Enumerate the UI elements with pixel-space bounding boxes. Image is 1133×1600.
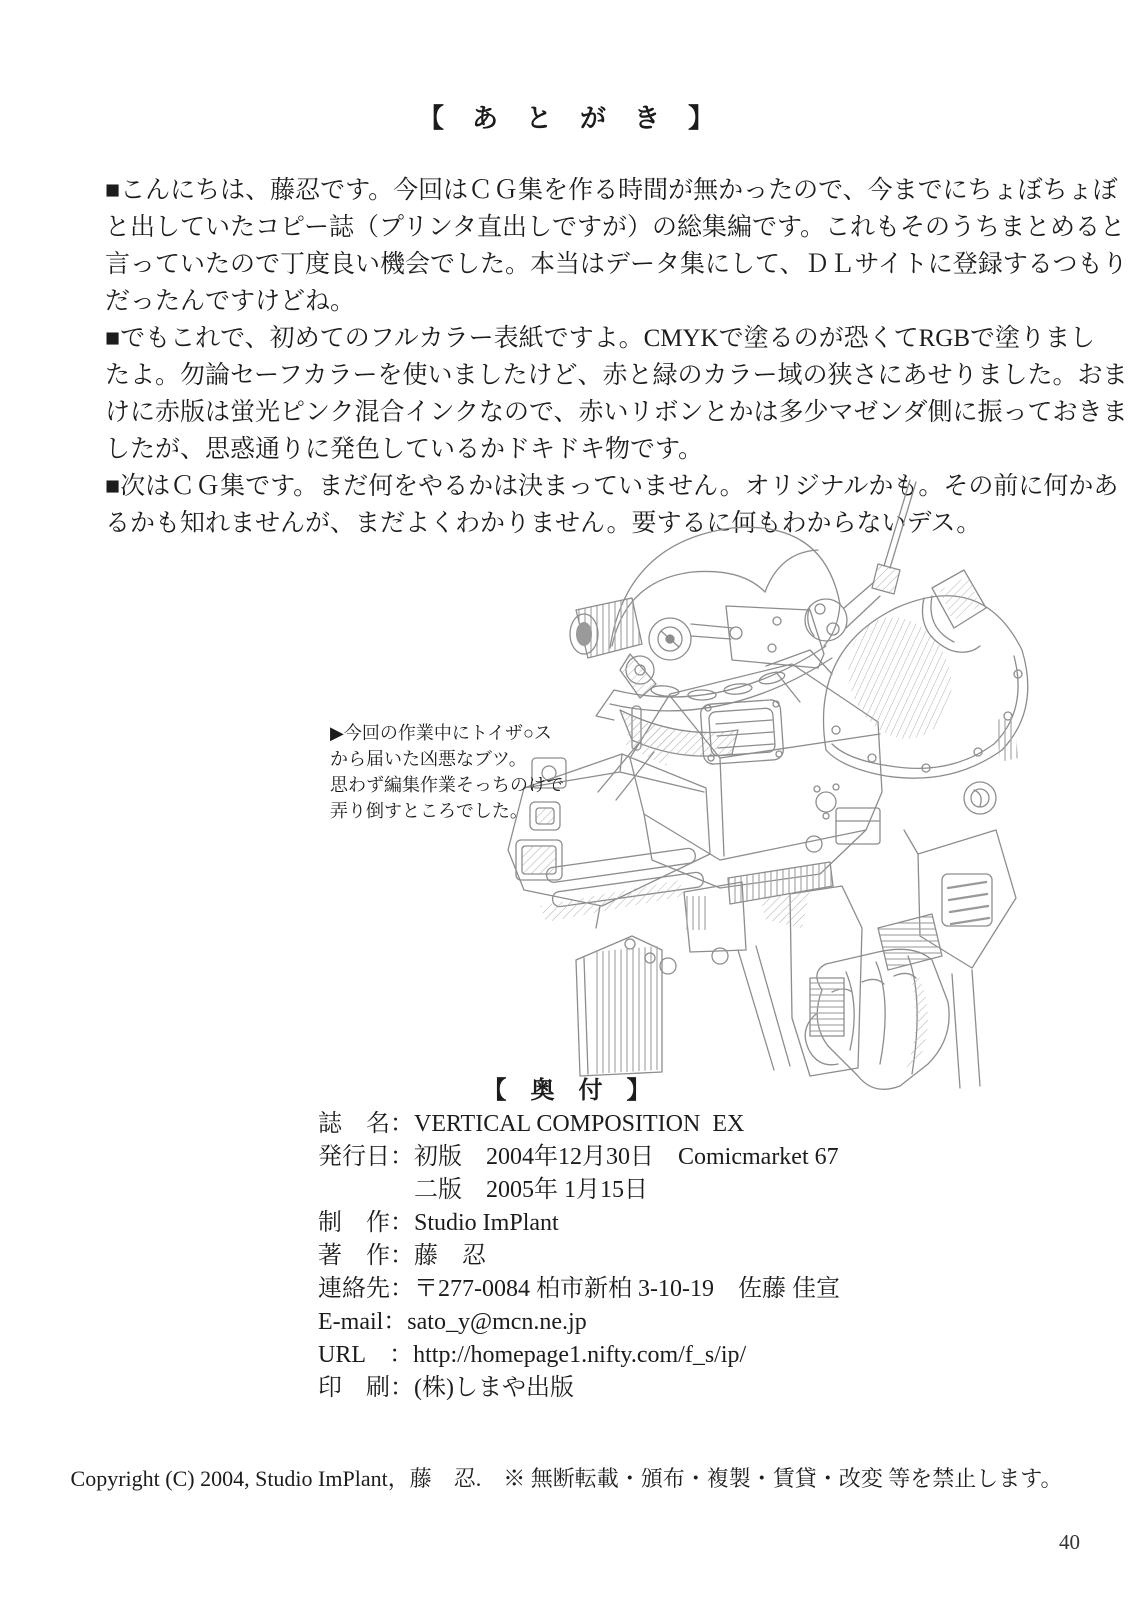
colophon (318, 1108, 938, 1405)
colophon-line-printer: 印 刷：(株)しまや出版 (318, 1375, 574, 1401)
colophon-line-production: 制 作：Studio ImPlant (318, 1210, 559, 1236)
colophon-line-title: 誌 名：VERTICAL COMPOSITION EX (318, 1111, 745, 1137)
colophon-line-contact: 連絡先：〒277-0084 柏市新柏 3-10-19 佐藤 佳宣 (318, 1276, 840, 1302)
afterword-line: だったんですけどね。 (105, 288, 356, 315)
caption-line: 思わず編集作業そっちのけで (330, 775, 564, 795)
afterword-line: 言っていたので丁度良い機会でした。本当はデータ集にして、ＤＬサイトに登録するつもり (105, 251, 1128, 278)
colophon-line-author: 著 作：藤 忍 (318, 1243, 486, 1269)
colophon-line-first-edition: 発行日：初版 2004年12月30日 Comicmarket 67 (318, 1144, 839, 1170)
robot-waist-and-legs (576, 882, 862, 1076)
colophon-line-email: E-mail：sato_y@mcn.ne.jp (318, 1309, 587, 1335)
colophon-line-url: URL ：http://homepage1.nifty.com/f_s/ip/ (318, 1342, 747, 1368)
afterword-line: ■こんにちは、藤忍です。今回はＣＧ集を作る時間が無かったので、今までにちょぼちょぼ (105, 177, 1118, 204)
colophon-heading: 【 奥 付 】 (482, 1078, 651, 1104)
afterword-line: したが、思惑通りに発色しているかドキドキ物です。 (105, 436, 704, 463)
afterword-line: けに赤版は蛍光ピンク混合インクなので、赤いリボンとかは多少マゼンダ側に振っておきま (105, 399, 1128, 426)
afterword-line: ■でもこれで、初めてのフルカラー表紙ですよ。CMYKで塗るのが恐くてRGBで塗りまし (105, 325, 1096, 352)
caption-line: 弄り倒すところでした。 (330, 801, 528, 821)
afterword-line: と出していたコピー誌（プリンタ直出しですが）の総集編です。これもそのうちまとめると (105, 214, 1126, 241)
colophon-line-second-edition: 二版 2005年 1月15日 (318, 1177, 648, 1203)
page-title: 【 あ と が き 】 (417, 104, 715, 133)
robot-shoulder-pauldron (823, 570, 1027, 778)
afterword-line: ■次はＣＧ集です。まだ何をやるかは決まっていません。オリジナルかも。その前に何かあ (105, 473, 1119, 500)
robot-antenna (805, 480, 916, 641)
afterword-line: たよ。勿論セーフカラーを使いましたけど、赤と緑のカラー域の狭さにあせりました。おま (105, 362, 1128, 389)
caption-line: ▶今回の作業中にトイザ○ス (330, 723, 552, 743)
caption-line: から届いた凶悪なブツ。 (330, 749, 527, 769)
robot-torso (598, 664, 882, 904)
illustration-caption (330, 720, 630, 824)
page-number: 40 (1059, 1530, 1080, 1554)
afterword-line: るかも知れませんが、まだよくわかりません。要するに何もわからないデス。 (105, 510, 982, 537)
copyright-notice: Copyright (C) 2004, Studio ImPlant，藤 忍. ※ 無断転載・頒布・複製・賃貸・改変 等を禁止します。 (70, 1466, 1063, 1491)
